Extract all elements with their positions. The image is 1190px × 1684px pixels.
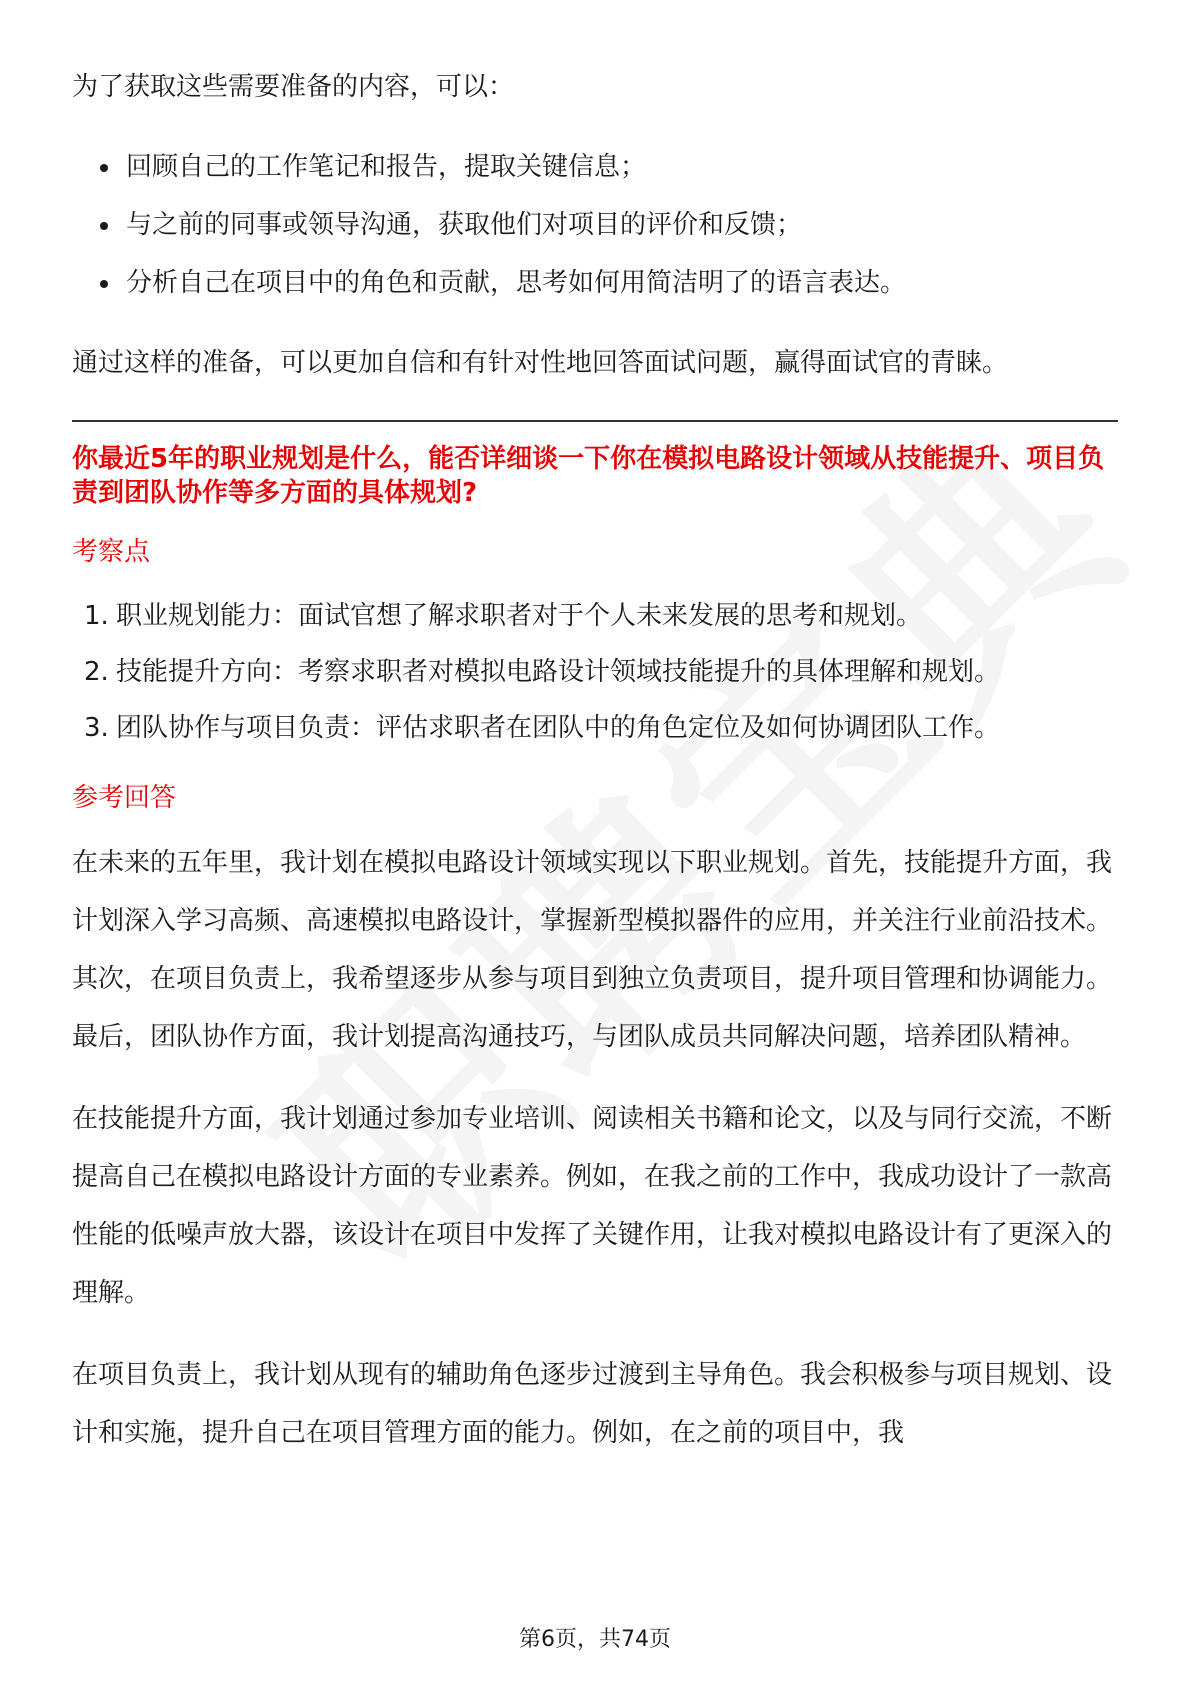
- answer-paragraph: 在项目负责上，我计划从现有的辅助角色逐步过渡到主导角色。我会积极参与项目规划、设计和实施，提升自己在项目管理方面的能力。例如，在之前的项目中，我: [72, 1360, 1113, 1448]
- list-item: 与之前的同事或领导沟通，获取他们对项目的评价和反馈；: [72, 196, 1118, 254]
- page-number: 第6页，共74页: [519, 1627, 671, 1652]
- intro-bullet-list: [72, 138, 1118, 312]
- list-item-text: 职业规划能力：面试官想了解求职者对于个人未来发展的思考和规划。: [116, 601, 923, 631]
- list-item: [72, 700, 1118, 756]
- answer-paragraph: 在未来的五年里，我计划在模拟电路设计领域实现以下职业规划。首先，技能提升方面，我计划深入学习高频、高速模拟电路设计，掌握新型模拟器件的应用，并关注行业前沿技术。其次，在项目负责上，我希望逐步从参与项目到独立负责项目，提升项目管理和协调能力。最后，团队协作方面，我计划提高沟通技巧，与团队成员共同解决问题，培养团队精神。: [72, 848, 1113, 1052]
- intro-closing: 通过这样的准备，可以更加自信和有针对性地回答面试问题，赢得面试官的青睐。: [72, 348, 1009, 378]
- focus-heading: 考察点: [72, 537, 151, 567]
- list-item-number: 2.: [84, 657, 109, 687]
- list-item: 分析自己在项目中的角色和贡献，思考如何用简洁明了的语言表达。: [72, 254, 1118, 312]
- list-item-text: 团队协作与项目负责：评估求职者在团队中的角色定位及如何协调团队工作。: [116, 713, 1001, 743]
- list-item-number: 1.: [84, 601, 109, 631]
- list-item-text: 技能提升方向：考察求职者对模拟电路设计领域技能提升的具体理解和规划。: [116, 657, 1001, 687]
- list-item: [72, 644, 1118, 700]
- section-divider: [72, 420, 1118, 422]
- intro-lead: 为了获取这些需要准备的内容，可以：: [72, 72, 515, 102]
- page-content: [72, 58, 1118, 1486]
- list-item: 回顾自己的工作笔记和报告，提取关键信息；: [72, 138, 1118, 196]
- list-item: [72, 588, 1118, 644]
- focus-list: [72, 588, 1118, 756]
- answer-heading: 参考回答: [72, 783, 177, 813]
- answer-paragraph: 在技能提升方面，我计划通过参加专业培训、阅读相关书籍和论文，以及与同行交流，不断提高自己在模拟电路设计方面的专业素养。例如，在我之前的工作中，我成功设计了一款高性能的低噪声放大器，该设计在项目中发挥了关键作用，让我对模拟电路设计有了更深入的理解。: [72, 1104, 1113, 1308]
- list-item-number: 3.: [84, 713, 109, 743]
- question-title: 你最近5年的职业规划是什么，能否详细谈一下你在模拟电路设计领域从技能提升、项目负责到团队协作等多方面的具体规划?: [72, 444, 1105, 508]
